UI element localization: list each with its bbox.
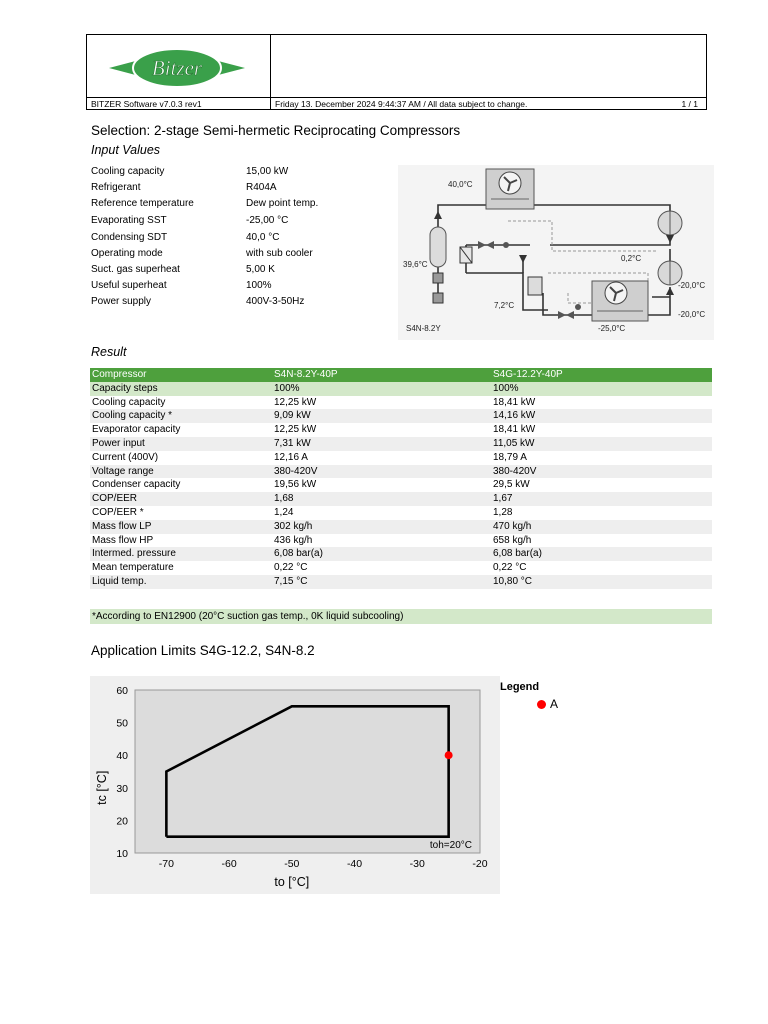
temp-lp-suction: -20,0°C — [678, 281, 706, 290]
input-row — [91, 182, 351, 198]
row-value: 100% — [274, 382, 300, 394]
row-value: 6,08 bar(a) — [274, 548, 323, 560]
row-value: 100% — [493, 382, 519, 394]
row-value: 380-420V — [493, 465, 537, 477]
input-value: 15,00 kW — [246, 166, 289, 177]
bitzer-logo — [87, 35, 271, 97]
row-label: Power input — [92, 437, 145, 449]
input-values-title: Input Values — [91, 143, 161, 157]
input-label: Reference temperature — [91, 198, 194, 209]
input-row — [91, 296, 351, 312]
input-value: 100% — [246, 280, 272, 291]
table-row — [90, 492, 712, 506]
row-value: 1,28 — [493, 506, 513, 518]
result-title: Result — [91, 345, 127, 359]
row-value: 470 kg/h — [493, 520, 532, 532]
report-date: Friday 13. December 2024 9:44:37 AM / All data subject to change. — [275, 99, 528, 109]
row-value: 10,80 °C — [493, 575, 533, 587]
input-label: Evaporating SST — [91, 215, 167, 226]
report-header — [86, 34, 707, 110]
x-tick-label: -60 — [221, 858, 237, 870]
page-number: 1 / 1 — [681, 99, 698, 109]
input-label: Operating mode — [91, 248, 163, 259]
row-value: 0,22 °C — [274, 562, 308, 574]
x-tick-label: -40 — [346, 858, 363, 870]
operating-point-A — [445, 751, 453, 759]
row-label: Voltage range — [92, 465, 154, 477]
input-row — [91, 248, 351, 264]
table-row — [90, 561, 712, 575]
row-label: Cooling capacity — [92, 396, 166, 408]
table-row — [90, 382, 712, 396]
temp-lp-return: -20,0°C — [678, 310, 706, 319]
row-value: 11,05 kW — [493, 437, 535, 449]
table-header-row — [90, 368, 712, 382]
input-value: R404A — [246, 182, 277, 193]
temp-intermediate: 0,2°C — [621, 254, 642, 263]
input-label: Power supply — [91, 296, 152, 307]
row-value: 14,16 kW — [493, 410, 536, 422]
row-label: Mass flow LP — [92, 520, 152, 532]
row-label: Intermed. pressure — [92, 548, 176, 560]
input-value: with sub cooler — [246, 248, 313, 259]
row-label: Evaporator capacity — [92, 424, 181, 436]
input-label: Suct. gas superheat — [91, 264, 180, 275]
input-row — [91, 232, 351, 248]
y-tick-label: 30 — [116, 782, 128, 795]
table-row — [90, 534, 712, 548]
x-tick-label: -50 — [284, 858, 300, 870]
y-axis-label: tc [°C] — [95, 770, 109, 805]
y-tick-label: 20 — [116, 815, 128, 828]
table-row — [90, 409, 712, 423]
logo-cell — [87, 35, 271, 97]
row-value: 302 kg/h — [274, 520, 313, 532]
header-cell: S4N-8.2Y-40P — [274, 369, 338, 380]
temp-condenser: 40,0°C — [448, 180, 473, 189]
temp-evaporator: -25,0°C — [598, 324, 626, 333]
header-divider — [87, 97, 706, 98]
row-value: 18,79 A — [493, 451, 527, 463]
row-label: Cooling capacity * — [92, 410, 173, 422]
row-value: 7,31 kW — [274, 437, 311, 449]
row-label: COP/EER — [92, 493, 138, 505]
row-value: 12,25 kW — [274, 424, 317, 436]
y-tick-label: 50 — [116, 717, 128, 730]
table-row — [90, 423, 712, 437]
row-label: Mass flow HP — [92, 534, 154, 546]
software-version: BITZER Software v7.0.3 rev1 — [91, 99, 202, 109]
y-tick-label: 10 — [116, 848, 128, 860]
row-value: 18,41 kW — [493, 424, 536, 436]
header-cell: Compressor — [92, 369, 147, 380]
legend-title: Legend — [500, 681, 540, 693]
table-row — [90, 547, 712, 561]
row-value: 18,41 kW — [493, 396, 536, 408]
temp-liquid: 39,6°C — [403, 260, 428, 269]
temp-subcooler: 7,2°C — [494, 301, 515, 310]
plot-area — [135, 690, 480, 853]
row-value: 1,68 — [274, 493, 294, 505]
input-label: Cooling capacity — [91, 166, 165, 177]
row-value: 1,24 — [274, 506, 294, 518]
input-row — [91, 198, 351, 214]
x-tick-label: -20 — [472, 858, 488, 870]
row-value: 12,16 A — [274, 451, 308, 463]
row-label: Capacity steps — [92, 382, 158, 394]
row-value: 6,08 bar(a) — [493, 548, 542, 560]
input-value: 40,0 °C — [246, 232, 280, 243]
row-value: 19,56 kW — [274, 479, 317, 491]
input-row — [91, 215, 351, 231]
header-col-divider — [270, 97, 271, 110]
schematic-model: S4N-8.2Y — [406, 324, 441, 333]
table-row — [90, 396, 712, 410]
table-row — [90, 478, 712, 492]
logo-text: Bitzer — [151, 56, 203, 80]
application-limits-chart — [90, 676, 500, 894]
input-value: Dew point temp. — [246, 198, 319, 209]
input-label: Condensing SDT — [91, 232, 168, 243]
row-value: 0,22 °C — [493, 562, 527, 574]
application-limits-title: Application Limits S4G-12.2, S4N-8.2 — [91, 643, 315, 658]
y-tick-label: 60 — [116, 685, 128, 697]
row-label: Mean temperature — [92, 562, 174, 574]
input-label: Useful superheat — [91, 280, 167, 291]
row-label: Liquid temp. — [92, 575, 147, 587]
table-row — [90, 437, 712, 451]
y-tick-label: 40 — [116, 750, 128, 763]
input-value: -25,00 °C — [246, 215, 289, 226]
x-tick-label: -70 — [158, 858, 174, 870]
footnote-text: *According to EN12900 (20°C suction gas temp., 0K liquid subcooling) — [92, 611, 404, 622]
legend-marker-icon — [537, 700, 546, 709]
chart-annotation: toh=20°C — [429, 840, 472, 851]
row-value: 658 kg/h — [493, 534, 532, 546]
input-value: 400V-3-50Hz — [246, 296, 305, 307]
x-tick-label: -30 — [409, 858, 425, 870]
result-table — [90, 368, 712, 589]
row-label: COP/EER * — [92, 506, 144, 518]
legend-label: A — [550, 697, 559, 711]
row-label: Current (400V) — [92, 451, 159, 463]
row-label: Condenser capacity — [92, 479, 181, 491]
footnote — [90, 609, 712, 624]
refrigeration-schematic — [398, 165, 714, 340]
row-value: 380-420V — [274, 465, 318, 477]
input-row — [91, 166, 351, 182]
input-row — [91, 280, 351, 296]
x-axis-label: to [°C] — [274, 875, 310, 889]
table-row — [90, 520, 712, 534]
header-cell: S4G-12.2Y-40P — [493, 369, 563, 380]
row-value: 1,67 — [493, 493, 513, 505]
row-value: 12,25 kW — [274, 396, 317, 408]
input-row — [91, 264, 351, 280]
table-row — [90, 506, 712, 520]
row-value: 436 kg/h — [274, 534, 313, 546]
table-row — [90, 465, 712, 479]
input-value: 5,00 K — [246, 264, 275, 275]
legend-item — [537, 697, 558, 711]
row-value: 9,09 kW — [274, 410, 311, 422]
table-row — [90, 575, 712, 589]
input-label: Refrigerant — [91, 182, 141, 193]
table-row — [90, 451, 712, 465]
row-value: 29,5 kW — [493, 479, 530, 491]
row-value: 7,15 °C — [274, 575, 308, 587]
selection-title: Selection: 2-stage Semi-hermetic Reciprocating Compressors — [91, 123, 461, 138]
